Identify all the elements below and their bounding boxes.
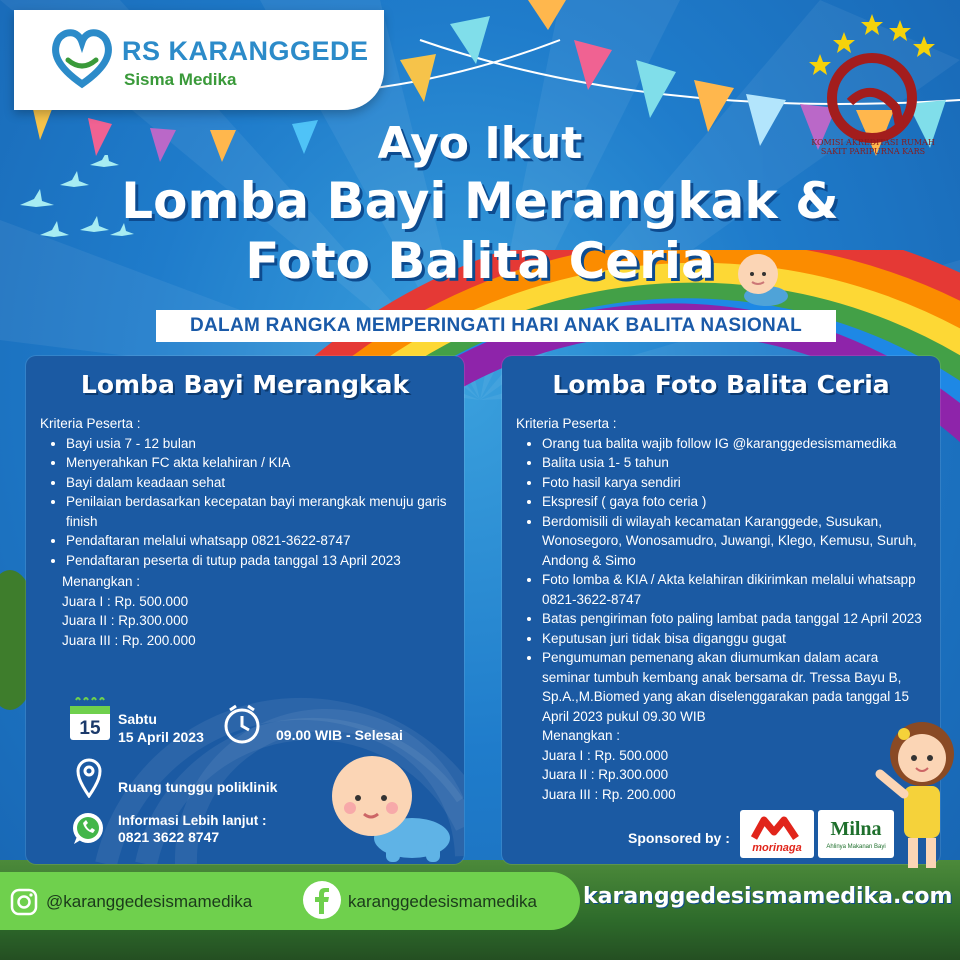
morinaga-wordmark: morinaga xyxy=(752,842,802,854)
panel-title: Lomba Foto Balita Ceria xyxy=(552,370,890,399)
girl-illustration xyxy=(874,714,960,874)
prize-item: Juara II : Rp.300.000 xyxy=(542,767,669,782)
milna-tagline: Ahlinya Makanan Bayi xyxy=(826,844,886,850)
list-item: • Penilaian berdasarkan kecepatan bayi merangkak menuju garis finish xyxy=(66,492,454,531)
criteria-list xyxy=(40,434,454,571)
heart-logo-icon xyxy=(50,26,114,90)
instagram-handle[interactable]: @karanggedesismamedika xyxy=(46,892,253,911)
list-item: • Pengumuman pemenang akan diumumkan dalam acara seminar tumbuh kembang anak bersama dr. Tressa Bayu B, Sp.A.,M.Biomed yang akan diselenggarakan pada tanggal 15 April 2023 pukul 09.30 WIB xyxy=(542,648,930,726)
facebook-handle[interactable]: karanggedesismamedika xyxy=(348,892,537,911)
baby-illustration xyxy=(730,246,794,310)
list-item: • Keputusan juri tidak bisa diganggu gugat xyxy=(542,629,930,649)
list-item: • Batas pengiriman foto paling lambat pada tanggal 12 April 2023 xyxy=(542,609,930,629)
prize-item: Juara I : Rp. 500.000 xyxy=(62,593,189,609)
prize-label: Menangkan : xyxy=(62,574,141,589)
hospital-subname: Sisma Medika xyxy=(124,70,237,89)
whatsapp-icon xyxy=(70,810,106,846)
criteria-label: Kriteria Peserta : xyxy=(516,416,617,431)
crawling-contest-panel xyxy=(26,356,464,864)
sponsor-label: Sponsored by : xyxy=(628,830,730,846)
date-weekday: Sabtu xyxy=(118,711,157,727)
crawling-baby-illustration xyxy=(326,750,456,864)
panel-body xyxy=(516,414,930,804)
list-item: • Foto lomba & KIA / Akta kelahiran dikirimkan melalui whatsapp 0821-3622-8747 xyxy=(542,570,930,609)
panel-body xyxy=(40,414,454,650)
event-location: Ruang tunggu poliklinik xyxy=(118,779,278,795)
prize-item: Juara II : Rp.300.000 xyxy=(62,613,189,628)
list-item: • Pendaftaran peserta di tutup pada tanggal 13 April 2023 xyxy=(66,551,454,571)
location-pin-icon xyxy=(74,758,104,798)
prize-label: Menangkan : xyxy=(542,728,621,743)
prize-item: Juara I : Rp. 500.000 xyxy=(542,747,669,763)
date-full: 15 April 2023 xyxy=(118,729,204,745)
hospital-logo-card xyxy=(14,10,384,110)
instagram-icon[interactable] xyxy=(10,888,38,916)
website-url[interactable]: karanggedesismamedika.com xyxy=(583,884,953,909)
morinaga-logo xyxy=(740,810,814,858)
info-label: Informasi Lebih lanjut : xyxy=(118,813,267,828)
info-phone: 0821 3622 8747 xyxy=(118,829,220,845)
event-time: 09.00 WIB - Selesai xyxy=(276,727,403,743)
headline-line3: Foto Balita Ceria xyxy=(245,232,715,290)
criteria-list xyxy=(516,434,930,727)
list-item: • Balita usia 1- 5 tahun xyxy=(542,453,930,473)
panel-title: Lomba Bayi Merangkak xyxy=(80,370,410,399)
clock-icon xyxy=(222,704,262,744)
list-item: • Bayi dalam keadaan sehat xyxy=(66,473,454,493)
headline-line2: Lomba Bayi Merangkak & xyxy=(121,172,839,230)
list-item: • Orang tua balita wajib follow IG @karanggedesismamedika xyxy=(542,434,930,454)
headline-line1: Ayo Ikut xyxy=(377,118,583,169)
hospital-name: RS KARANGGEDE xyxy=(122,36,369,66)
list-item: • Bayi usia 7 - 12 bulan xyxy=(66,434,454,454)
facebook-icon[interactable] xyxy=(302,880,342,920)
criteria-label: Kriteria Peserta : xyxy=(40,416,141,431)
prize-item: Juara III : Rp. 200.000 xyxy=(62,632,196,648)
prize-item: Juara III : Rp. 200.000 xyxy=(542,786,676,802)
list-item: • Ekspresif ( gaya foto ceria ) xyxy=(542,492,930,512)
list-item: • Menyerahkan FC akta kelahiran / KIA xyxy=(66,453,454,473)
list-item: • Foto hasil karya sendiri xyxy=(542,473,930,493)
calendar-day: 15 xyxy=(79,718,101,739)
milna-wordmark: Milna xyxy=(830,818,882,840)
list-item: • Berdomisili di wilayah kecamatan Karanggede, Susukan, Wonosegoro, Wonosamudro, Juwangi, Klego, Kemusu, Suruh, Andong & Simo xyxy=(542,512,930,571)
list-item: • Pendaftaran melalui whatsapp 0821-3622-8747 xyxy=(66,531,454,551)
accreditation-text: KOMISI AKREDITASI RUMAH SAKIT PARIPURNA KARS xyxy=(811,138,935,156)
subtitle-banner: DALAM RANGKA MEMPERINGATI HARI ANAK BALITA NASIONAL xyxy=(156,310,836,342)
